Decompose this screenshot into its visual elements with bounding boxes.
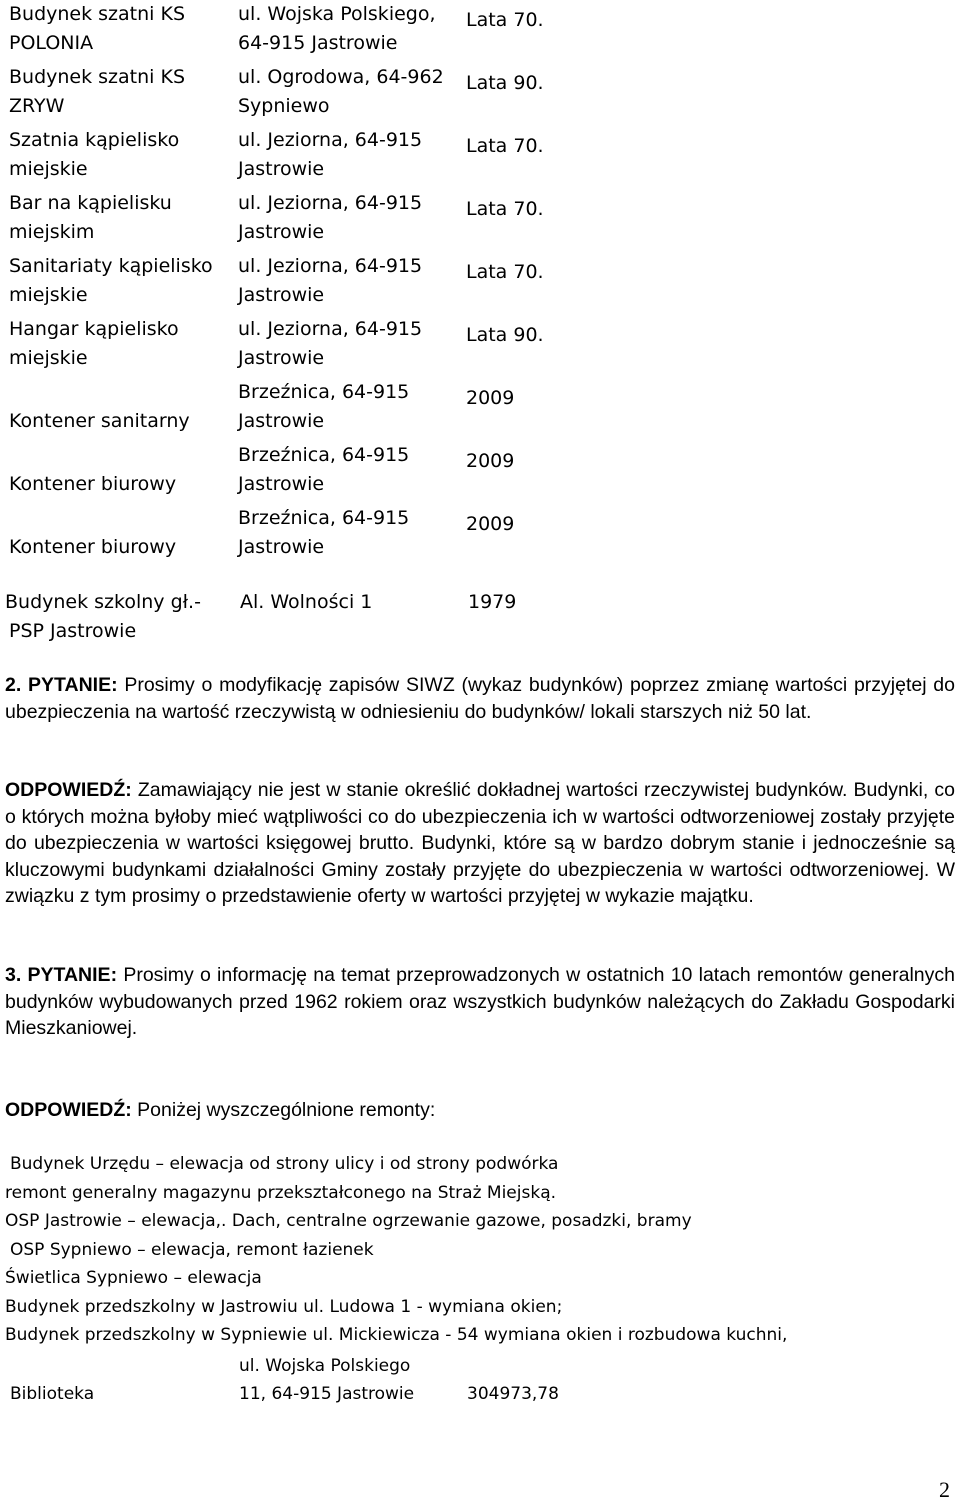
building-address bbox=[238, 252, 422, 310]
building-address bbox=[238, 63, 444, 121]
building-name-line: miejskie bbox=[9, 284, 88, 306]
building-year: 2009 bbox=[466, 513, 515, 535]
building-row bbox=[9, 126, 569, 189]
repairs-list bbox=[5, 1150, 787, 1350]
building-row bbox=[9, 63, 569, 126]
building-year: Lata 70. bbox=[466, 198, 544, 220]
building-address bbox=[238, 126, 422, 184]
building-name-line: ZRYW bbox=[9, 95, 65, 117]
building-year: Lata 70. bbox=[466, 9, 544, 31]
building-address-line: Jastrowie bbox=[238, 410, 325, 432]
answer-3 bbox=[5, 1097, 955, 1124]
building-address bbox=[238, 189, 422, 247]
building-address-line: Brzeźnica, 64-915 bbox=[238, 507, 410, 529]
building-name bbox=[9, 441, 176, 499]
building-year: Lata 70. bbox=[466, 261, 544, 283]
building-address bbox=[238, 378, 409, 436]
repair-item: Budynek przedszkolny w Jastrowiu ul. Ludowa 1 - wymiana okien; bbox=[5, 1296, 563, 1317]
building-name-line: Szatnia kąpielisko bbox=[9, 129, 180, 151]
library-value: 304973,78 bbox=[467, 1384, 559, 1404]
school-name-line1: Budynek szkolny gł.- bbox=[5, 591, 201, 613]
building-name-line: Kontener biurowy bbox=[9, 536, 177, 558]
question-3-text: Prosimy o informację na temat przeprowadzonych w ostatnich 10 latach remontów generalnych budynków wybudowanych przed 1962 rokiem oraz wszystkich budynków należących do Zakładu Gospodarki Mieszkaniowej. bbox=[5, 964, 955, 1039]
question-2 bbox=[5, 672, 955, 725]
building-address-line: Sypniewo bbox=[238, 95, 330, 117]
school-row bbox=[5, 588, 565, 648]
repair-item: Budynek przedszkolny w Sypniewie ul. Mickiewicza - 54 wymiana okien i rozbudowa kuchni, bbox=[5, 1325, 788, 1345]
building-year: Lata 70. bbox=[466, 135, 544, 157]
answer-2-label: ODPOWIEDŹ: bbox=[5, 779, 132, 801]
building-year: 2009 bbox=[466, 450, 515, 472]
buildings-table bbox=[9, 0, 569, 567]
building-row bbox=[9, 252, 569, 315]
library-address-line2: 11, 64-915 Jastrowie bbox=[239, 1384, 415, 1404]
repair-item: Budynek Urzędu – elewacja od strony ulicy i od strony podwórka bbox=[10, 1154, 559, 1174]
repair-item: OSP Sypniewo – elewacja, remont łazienek bbox=[10, 1239, 374, 1260]
building-name-line: Kontener sanitarny bbox=[9, 410, 190, 432]
building-name-line: miejskie bbox=[9, 158, 88, 180]
building-year: Lata 90. bbox=[466, 324, 544, 346]
building-name bbox=[9, 315, 179, 373]
building-name-line: Hangar kąpielisko bbox=[9, 318, 179, 340]
building-year: Lata 90. bbox=[466, 72, 544, 94]
building-name bbox=[9, 63, 185, 121]
building-name bbox=[9, 189, 172, 247]
building-name-line: POLONIA bbox=[9, 32, 94, 54]
building-name-line bbox=[9, 504, 176, 533]
answer-2 bbox=[5, 777, 955, 910]
building-address-line: Brzeźnica, 64-915 bbox=[238, 444, 410, 466]
building-name-line bbox=[9, 378, 190, 407]
library-address-line1: ul. Wojska Polskiego bbox=[239, 1356, 411, 1376]
building-address-line: Brzeźnica, 64-915 bbox=[238, 381, 410, 403]
building-row bbox=[9, 315, 569, 378]
school-year: 1979 bbox=[468, 591, 517, 613]
building-address bbox=[238, 0, 436, 58]
question-3-label: 3. PYTANIE: bbox=[5, 964, 118, 986]
building-address bbox=[238, 504, 409, 562]
building-name bbox=[9, 504, 176, 562]
building-name-line: Sanitariaty kąpielisko bbox=[9, 255, 213, 277]
answer-3-text: Poniżej wyszczególnione remonty: bbox=[137, 1099, 436, 1121]
building-name-line: miejskim bbox=[9, 221, 95, 243]
building-name-line: Budynek szatni KS bbox=[9, 66, 186, 88]
building-address-line: ul. Wojska Polskiego, bbox=[238, 3, 436, 25]
building-name-line: Budynek szatni KS bbox=[9, 3, 186, 25]
question-2-text: Prosimy o modyfikację zapisów SIWZ (wykaz budynków) poprzez zmianę wartości przyjętej do ubezpieczenia na wartość rzeczywistą w odniesieniu do budynków/ lokali starszych niż 50 lat. bbox=[5, 674, 955, 723]
building-name bbox=[9, 252, 213, 310]
building-address-line: ul. Jeziorna, 64-915 bbox=[238, 192, 423, 214]
school-address: Al. Wolności 1 bbox=[240, 591, 373, 613]
answer-2-text: Zamawiający nie jest w stanie określić dokładnej wartości rzeczywistej budynków. Budynki, co o których można byłoby mieć wątpliwości co do ubezpieczenia ich w wartości odtworzeniowej zostały przyjęte do ubezpieczenia w wartości księgowej brutto. Budynki, które są w bardzo dobrym stanie i jednocześnie są kluczowymi budynkami działalności Gminy zostały przyjęte do ubezpieczenia w wartości odtworzeniowej. W związku z tym prosimy o przedstawienie oferty w wartości przyjętej w wykazie majątku. bbox=[5, 779, 956, 907]
building-address-line: Jastrowie bbox=[238, 347, 325, 369]
building-address-line: ul. Jeziorna, 64-915 bbox=[238, 318, 423, 340]
building-year: 2009 bbox=[466, 387, 515, 409]
building-address-line: Jastrowie bbox=[238, 221, 325, 243]
repair-item: remont generalny magazynu przekształconego na Straż Miejską. bbox=[5, 1182, 557, 1203]
repair-item: Świetlica Sypniewo – elewacja bbox=[5, 1268, 262, 1288]
building-address-line: Jastrowie bbox=[238, 536, 325, 558]
library-row bbox=[10, 1352, 610, 1412]
repair-item: OSP Jastrowie – elewacja,. Dach, centralne ogrzewanie gazowe, posadzki, bramy bbox=[5, 1211, 692, 1231]
building-row bbox=[9, 441, 569, 504]
building-address-line: ul. Jeziorna, 64-915 bbox=[238, 255, 423, 277]
school-name-line2: PSP Jastrowie bbox=[9, 620, 137, 642]
building-row bbox=[9, 189, 569, 252]
building-name bbox=[9, 0, 185, 58]
building-address-line: Jastrowie bbox=[238, 158, 325, 180]
building-address-line: 64-915 Jastrowie bbox=[238, 32, 398, 54]
building-name-line bbox=[9, 441, 176, 470]
library-name: Biblioteka bbox=[10, 1384, 95, 1404]
building-address bbox=[238, 315, 422, 373]
building-row bbox=[9, 378, 569, 441]
building-name bbox=[9, 126, 179, 184]
building-row bbox=[9, 504, 569, 567]
answer-3-label: ODPOWIEDŹ: bbox=[5, 1099, 132, 1121]
building-address-line: Jastrowie bbox=[238, 284, 325, 306]
building-address-line: ul. Jeziorna, 64-915 bbox=[238, 129, 423, 151]
building-name bbox=[9, 378, 190, 436]
building-name-line: Bar na kąpielisku bbox=[9, 192, 172, 214]
building-row bbox=[9, 0, 569, 63]
building-address-line: ul. Ogrodowa, 64-962 bbox=[238, 66, 444, 88]
question-3 bbox=[5, 962, 955, 1042]
building-name-line: miejskie bbox=[9, 347, 88, 369]
building-address-line: Jastrowie bbox=[238, 473, 325, 495]
page-number: 2 bbox=[939, 1477, 950, 1502]
building-address bbox=[238, 441, 409, 499]
question-2-label: 2. PYTANIE: bbox=[5, 674, 118, 696]
building-name-line: Kontener biurowy bbox=[9, 473, 177, 495]
